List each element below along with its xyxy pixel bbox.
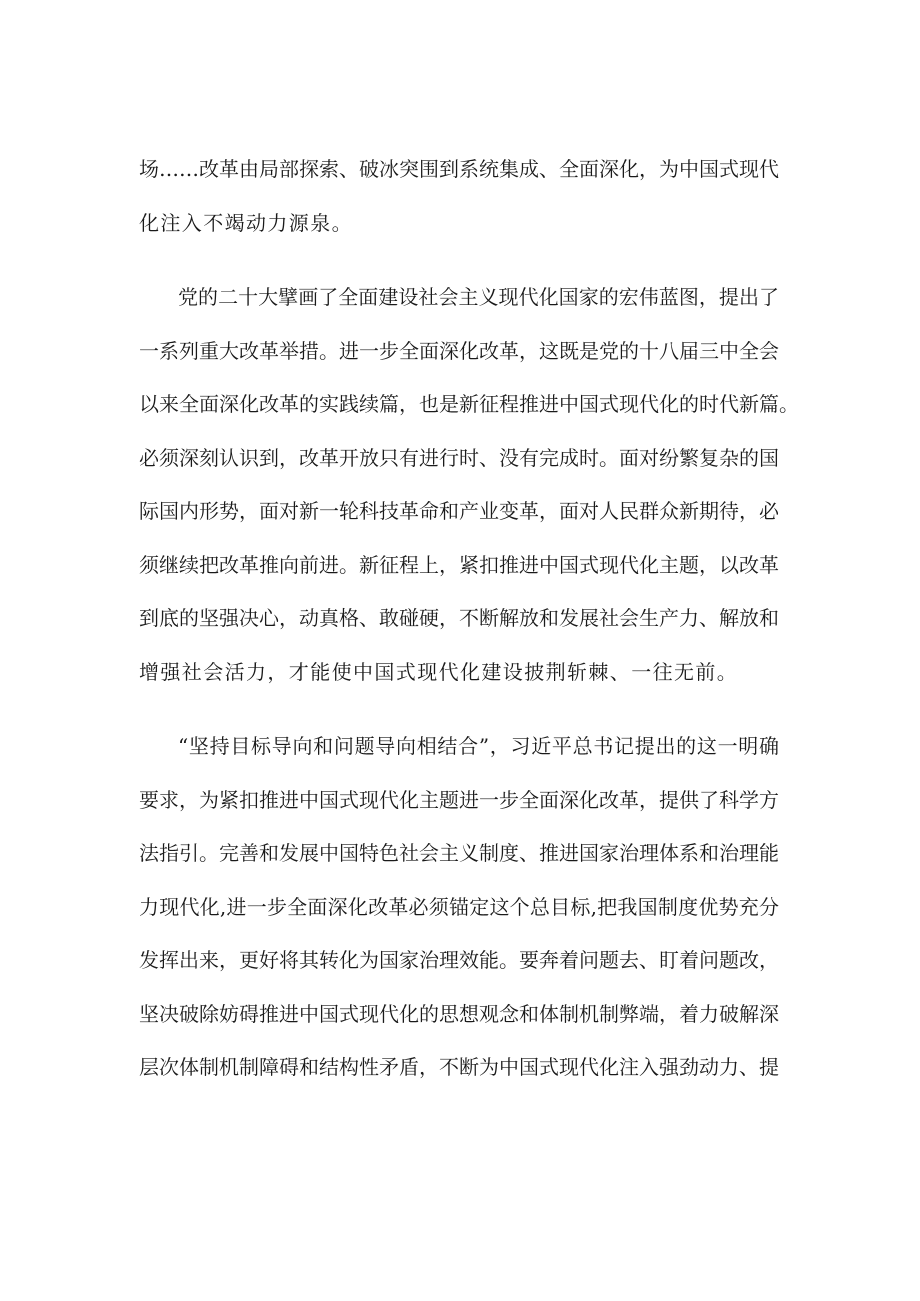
- text-line: 法指引。完善和发展中国特色社会主义制度、推进国家治理体系和治理能: [139, 841, 779, 865]
- text-line: 发挥出来，更好将其转化为国家治理效能。要奔着问题去、盯着问题改，: [139, 948, 779, 972]
- text-line: 要求，为紧扣推进中国式现代化主题进一步全面深化改革，提供了科学方: [139, 787, 779, 812]
- text-line: “坚持目标导向和问题导向相结合”，习近平总书记提出的这一明确: [178, 734, 779, 758]
- text-line: 以来全面深化改革的实践续篇，也是新征程推进中国式现代化的时代新篇。: [139, 392, 799, 416]
- text-line: 化注入不竭动力源泉。: [139, 210, 353, 235]
- text-line: 到底的坚强决心，动真格、敢碰硬，不断解放和发展社会生产力、解放和: [139, 606, 779, 630]
- text-line: 党的二十大擘画了全面建设社会主义现代化国家的宏伟蓝图，提出了: [178, 285, 779, 309]
- text-line: 必须深刻认识到，改革开放只有进行时、没有完成时。面对纷繁复杂的国: [139, 445, 779, 470]
- paragraph-1: [139, 143, 779, 250]
- paragraph-2: [139, 271, 799, 699]
- text-line: 际国内形势，面对新一轮科技革命和产业变革，面对人民群众新期待，必: [139, 499, 779, 523]
- text-line: 一系列重大改革举措。进一步全面深化改革，这既是党的十八届三中全会: [139, 338, 779, 363]
- paragraph-3: [139, 720, 779, 1095]
- text-line: 增强社会活力，才能使中国式现代化建设披荆斩棘、一往无前。: [139, 659, 739, 684]
- text-line: 层次体制机制障碍和结构性矛盾，不断为中国式现代化注入强劲动力、提: [139, 1055, 779, 1079]
- text-line: 力现代化,进一步全面深化改革必须锚定这个总目标,把我国制度优势充分: [139, 894, 779, 919]
- text-line: 坚决破除妨碍推进中国式现代化的思想观念和体制机制弊端，着力破解深: [139, 1001, 779, 1026]
- text-line: 须继续把改革推向前进。新征程上，紧扣推进中国式现代化主题，以改革: [139, 552, 779, 577]
- text-line: 场……改革由局部探索、破冰突围到系统集成、全面深化，为中国式现代: [139, 157, 779, 181]
